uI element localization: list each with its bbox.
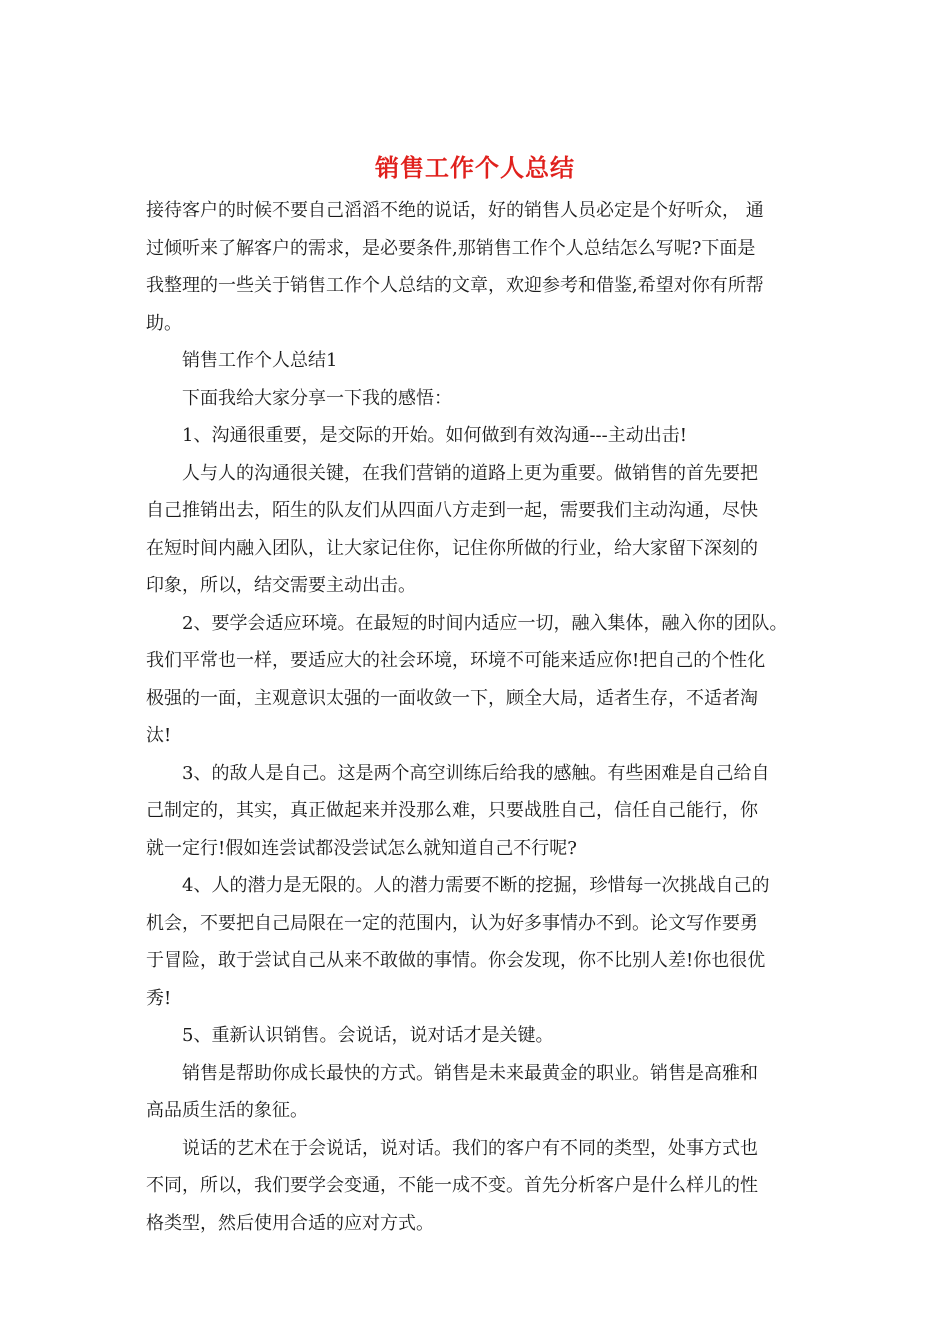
- text-line: 1、沟通很重要，是交际的开始。如何做到有效沟通---主动出击!: [182, 425, 687, 446]
- text-line: 我整理的一些关于销售工作个人总结的文章，欢迎参考和借鉴,希望对你有所帮: [146, 275, 764, 296]
- document-title: 销售工作个人总结: [375, 153, 575, 182]
- text-line: 于冒险，敢于尝试自己从来不敢做的事情。你会发现，你不比别人差!你也很优: [146, 950, 766, 971]
- text-line: 汰!: [146, 725, 172, 746]
- text-line: 秀!: [146, 987, 172, 1009]
- text-line: 我们平常也一样，要适应大的社会环境，环境不可能来适应你!把自己的个性化: [146, 650, 766, 671]
- text-line: 接待客户的时候不要自己滔滔不绝的说话，好的销售人员必定是个好听众， 通: [146, 200, 764, 221]
- text-line: 销售是帮助你成长最快的方式。销售是未来最黄金的职业。销售是高雅和: [182, 1062, 758, 1084]
- text-line: 3、的敌人是自己。这是两个高空训练后给我的感触。有些困难是自己给自: [182, 762, 770, 784]
- text-line: 说话的艺术在于会说话，说对话。我们的客户有不同的类型，处事方式也: [182, 1137, 758, 1159]
- text-line: 己制定的，其实，真正做起来并没那么难，只要战胜自己，信任自己能行，你: [146, 800, 758, 821]
- text-line: 就一定行!假如连尝试都没尝试怎么就知道自己不行呢?: [146, 837, 577, 859]
- text-line: 过倾听来了解客户的需求，是必要条件,那销售工作个人总结怎么写呢?下面是: [146, 237, 756, 259]
- document-body: [146, 192, 806, 1242]
- text-line: 机会，不要把自己局限在一定的范围内，认为好多事情办不到。论文写作要勇: [146, 912, 758, 934]
- text-line: 在短时间内融入团队，让大家记住你，记住你所做的行业，给大家留下深刻的: [146, 537, 758, 559]
- text-line: 自己推销出去，陌生的队友们从四面八方走到一起，需要我们主动沟通，尽快: [146, 500, 758, 521]
- text-line: 人与人的沟通很关键，在我们营销的道路上更为重要。做销售的首先要把: [182, 462, 758, 484]
- text-line: 下面我给大家分享一下我的感悟：: [182, 387, 452, 409]
- text-line: 助。: [146, 312, 182, 334]
- text-line: 格类型，然后使用合适的应对方式。: [146, 1212, 434, 1234]
- text-line: 高品质生活的象征。: [146, 1100, 308, 1121]
- text-line: 4、人的潜力是无限的。人的潜力需要不断的挖掘，珍惜每一次挑战自己的: [182, 875, 770, 896]
- text-line: 印象，所以，结交需要主动出击。: [146, 575, 416, 596]
- text-line: 5、重新认识销售。会说话，说对话才是关键。: [182, 1025, 554, 1046]
- text-line: 不同，所以，我们要学会变通，不能一成不变。首先分析客户是什么样儿的性: [146, 1175, 758, 1196]
- text-line: 极强的一面，主观意识太强的一面收敛一下，顾全大局，适者生存，不适者淘: [146, 687, 758, 709]
- text-line: 2、要学会适应环境。在最短的时间内适应一切，融入集体，融入你的团队。: [182, 612, 788, 634]
- section-heading: 销售工作个人总结1: [182, 350, 338, 371]
